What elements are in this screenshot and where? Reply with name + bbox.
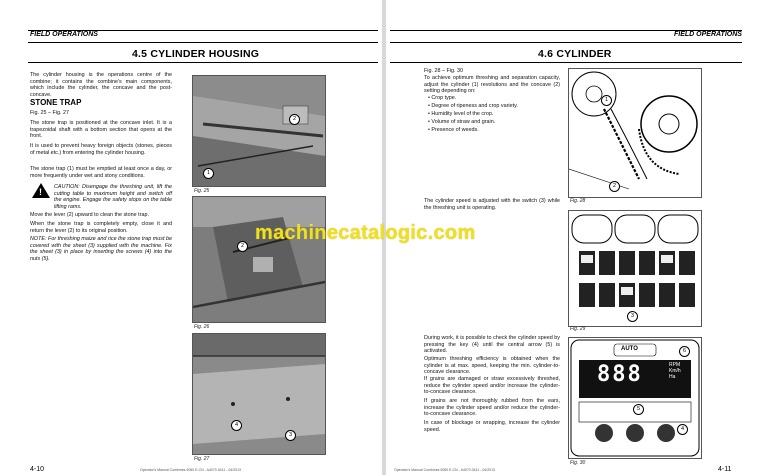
stone-trap-heading: STONE TRAP bbox=[30, 98, 82, 107]
bullet-item: • Degree of ripeness and crop variety. bbox=[428, 103, 518, 109]
bullet-item: • Crop type. bbox=[428, 95, 457, 101]
paragraph: The stone trap is positioned at the concave inlet. It is a trapezoidal shaft with a bottom section that opens at the front. bbox=[30, 120, 172, 140]
paragraph: If grains are not thoroughly rubbed from the ears, increase the cylinder speed and/or reduce the cylinder-to-concave clearance. bbox=[424, 398, 560, 418]
page-title: 4.5 CYLINDER HOUSING bbox=[132, 48, 260, 60]
figure-reference: Fig. 25 – Fig. 27 bbox=[30, 110, 69, 116]
callout-3: 3 bbox=[285, 430, 296, 441]
paragraph: If grains are damaged or straw excessively threshed, reduce the cylinder speed and/or increase the cylinder-to-concave clearance. bbox=[424, 376, 560, 396]
callout-2: 2 bbox=[609, 181, 620, 192]
unit-rpm: RPM bbox=[669, 362, 681, 368]
caution-text: CAUTION: Disengage the threshing unit, lift the cutting table to maximum height and switch off the engine. Engage the safety stops on the table lifting rams. bbox=[54, 184, 172, 210]
figure-caption: Fig. 26 bbox=[194, 324, 210, 330]
stone-trap-cover-illustration bbox=[193, 334, 325, 454]
bullet-item: • Humidity level of the crop. bbox=[428, 111, 494, 117]
callout-2: 2 bbox=[237, 241, 248, 252]
control-panel-switches bbox=[569, 211, 701, 326]
figure-caption: Fig. 25 bbox=[194, 188, 210, 194]
figure-29-image bbox=[568, 210, 702, 327]
callout-1: 1 bbox=[601, 95, 612, 106]
figure-caption: Fig. 28 bbox=[570, 198, 586, 204]
bullet-item: • Volume of straw and grain. bbox=[428, 119, 496, 125]
callout-2: 2 bbox=[289, 114, 300, 125]
callout-4: 4 bbox=[231, 420, 242, 431]
paragraph: Move the lever (2) upward to clean the stone trap. bbox=[30, 212, 149, 218]
figure-caption: Fig. 27 bbox=[194, 456, 210, 462]
figure-26-image bbox=[192, 196, 326, 323]
units-column bbox=[669, 362, 681, 380]
paragraph: The stone trap (1) must be emptied at least once a day, or more frequently under wet and stony conditions. bbox=[30, 166, 172, 179]
warning-icon: ! bbox=[32, 183, 50, 198]
note-text: NOTE: For threshing maize and rice the stone trap must be covered with the sheet (3) supplied with the machine. Fix the sheet (3) in place by inserting the screws (4) into the nuts (5). bbox=[30, 236, 172, 262]
cylinder-concave-diagram bbox=[569, 69, 701, 197]
speed-readout: 888 bbox=[597, 362, 643, 387]
unit-kmh: Km/h bbox=[669, 368, 681, 374]
paragraph: When the stone trap is completely empty, close it and return the lever (2) to its original position. bbox=[30, 221, 172, 234]
display-mode-label: AUTO bbox=[621, 346, 638, 352]
figure-30-image bbox=[568, 337, 702, 459]
callout-3: 3 bbox=[627, 311, 638, 322]
paragraph: It is used to prevent heavy foreign objects (stones, pieces of metal etc.) from entering the cylinder housing. bbox=[30, 143, 172, 156]
section-header: FIELD OPERATIONS bbox=[674, 31, 742, 38]
page-number: 4-11 bbox=[718, 466, 732, 473]
page-footer: Operator's Manual Combines 9050 E-CN - A4070.0411 - 04/2013 bbox=[140, 468, 241, 472]
intro-paragraph: The cylinder housing is the operations centre of the combine; it contains the combine's main components, which include the cylinder, the concave and the post-concave. bbox=[30, 72, 172, 98]
figure-caption: Fig. 30 bbox=[570, 460, 586, 466]
stone-trap-lever-illustration bbox=[193, 197, 325, 322]
title-rule bbox=[390, 62, 742, 63]
unit-ha: Ha bbox=[669, 374, 676, 380]
callout-6: 6 bbox=[679, 346, 690, 357]
paragraph: During work, it is possible to check the cylinder speed by pressing the key (4) until the central arrow (5) is activated. bbox=[424, 335, 560, 355]
figure-28-image bbox=[568, 68, 702, 198]
page-number: 4-10 bbox=[30, 466, 45, 473]
paragraph: In case of blockage or wrapping, increase the cylinder speed. bbox=[424, 420, 560, 433]
watermark-text: machinecatalogic.com bbox=[255, 222, 476, 244]
figure-25-image bbox=[192, 75, 326, 187]
figure-27-image bbox=[192, 333, 326, 455]
bullet-item: • Presence of weeds. bbox=[428, 127, 479, 133]
page-title: 4.6 CYLINDER bbox=[538, 48, 612, 60]
figure-caption: Fig. 29 bbox=[570, 326, 586, 332]
section-header: FIELD OPERATIONS bbox=[30, 31, 98, 38]
paragraph: Optimum threshing efficiency is obtained when the cylinder is at max. speed, keeping the min. cylinder-to-concave clearance. bbox=[424, 356, 560, 376]
page-footer: Operator's Manual Combines 9050 E-CN - A4070.0411 - 04/2013 bbox=[394, 468, 495, 472]
paragraph: The cylinder speed is adjusted with the switch (3) while the threshing unit is operating. bbox=[424, 198, 560, 211]
figure-reference: Fig. 28 – Fig. 30 bbox=[424, 68, 463, 74]
callout-4: 4 bbox=[677, 424, 688, 435]
paragraph: To achieve optimum threshing and separation capacity, adjust the cylinder (1) revolutions and the concave (2) setting depending on: bbox=[424, 75, 560, 95]
callout-5: 5 bbox=[633, 404, 644, 415]
callout-1: 1 bbox=[203, 168, 214, 179]
title-rule bbox=[28, 62, 378, 63]
